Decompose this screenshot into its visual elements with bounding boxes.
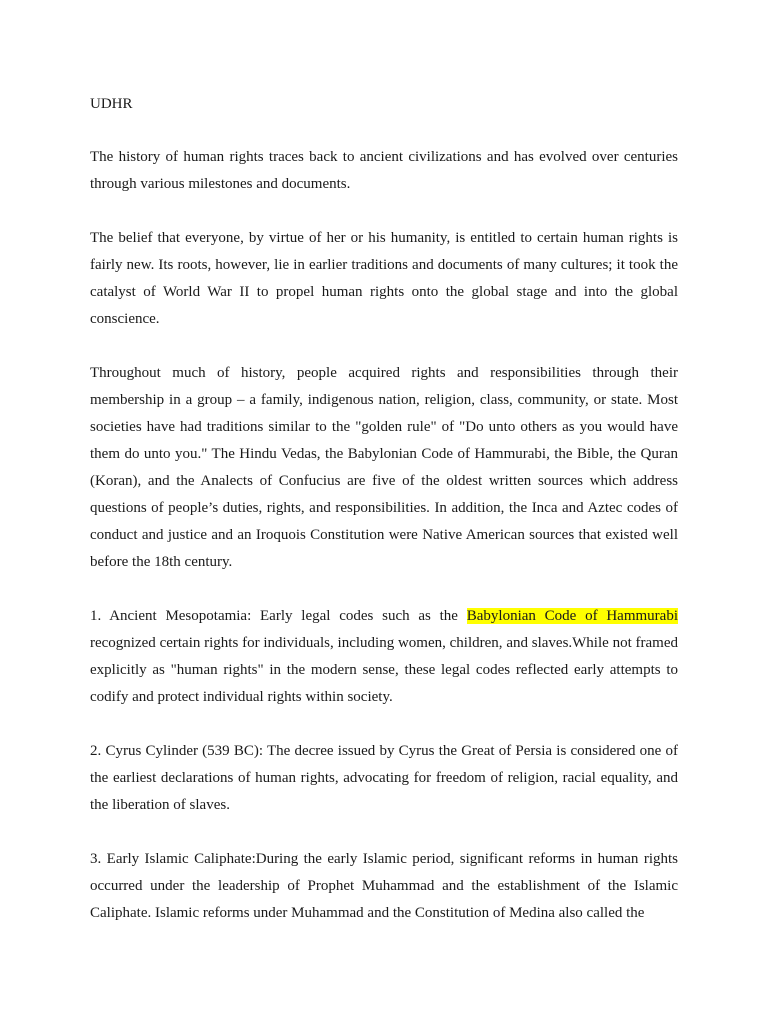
mesopotamia-text-before: 1. Ancient Mesopotamia: Early legal codes such as the [90, 608, 467, 624]
paragraph-belief: The belief that everyone, by virtue of her or his humanity, is entitled to certain human rights is fairly new. Its roots, however, lie in earlier traditions and documents of many cultures; it took the catalyst of World War II to propel human rights onto the global stage and into the global conscience. [90, 230, 678, 327]
document-title: UDHR [90, 96, 133, 112]
paragraph-cyrus-cylinder: 2. Cyrus Cylinder (539 BC): The decree issued by Cyrus the Great of Persia is considered one of the earliest declarations of human rights, advocating for freedom of religion, racial equality, and the liberation of slaves. [90, 743, 678, 813]
paragraph-islamic-caliphate: 3. Early Islamic Caliphate:During the early Islamic period, significant reforms in human rights occurred under the leadership of Prophet Muhammad and the establishment of the Islamic Caliphate. Islamic reforms under Muhammad and the Constitution of Medina also called the [90, 851, 678, 921]
mesopotamia-text-after: recognized certain rights for individuals, including women, children, and slaves.While not framed explicitly as "human rights" in the modern sense, these legal codes reflected early attempts to codify and protect individual rights within society. [90, 635, 678, 705]
paragraph-ancient-mesopotamia [90, 603, 678, 711]
paragraph-history-intro: The history of human rights traces back to ancient civilizations and has evolved over centuries through various milestones and documents. [90, 149, 678, 192]
document-page [90, 91, 678, 954]
paragraph-throughout-history: Throughout much of history, people acquired rights and responsibilities through their membership in a group – a family, indigenous nation, religion, class, community, or state. Most societies have had traditions similar to the "golden rule" of "Do unto others as you would have them do unto you." The Hindu Vedas, the Babylonian Code of Hammurabi, the Bible, the Quran (Koran), and the Analects of Confucius are five of the oldest written sources which address questions of people’s duties, rights, and responsibilities. In addition, the Inca and Aztec codes of conduct and justice and an Iroquois Constitution were Native American sources that existed well before the 18th century. [90, 365, 678, 570]
highlighted-text-hammurabi: Babylonian Code of Hammurabi [466, 608, 678, 624]
